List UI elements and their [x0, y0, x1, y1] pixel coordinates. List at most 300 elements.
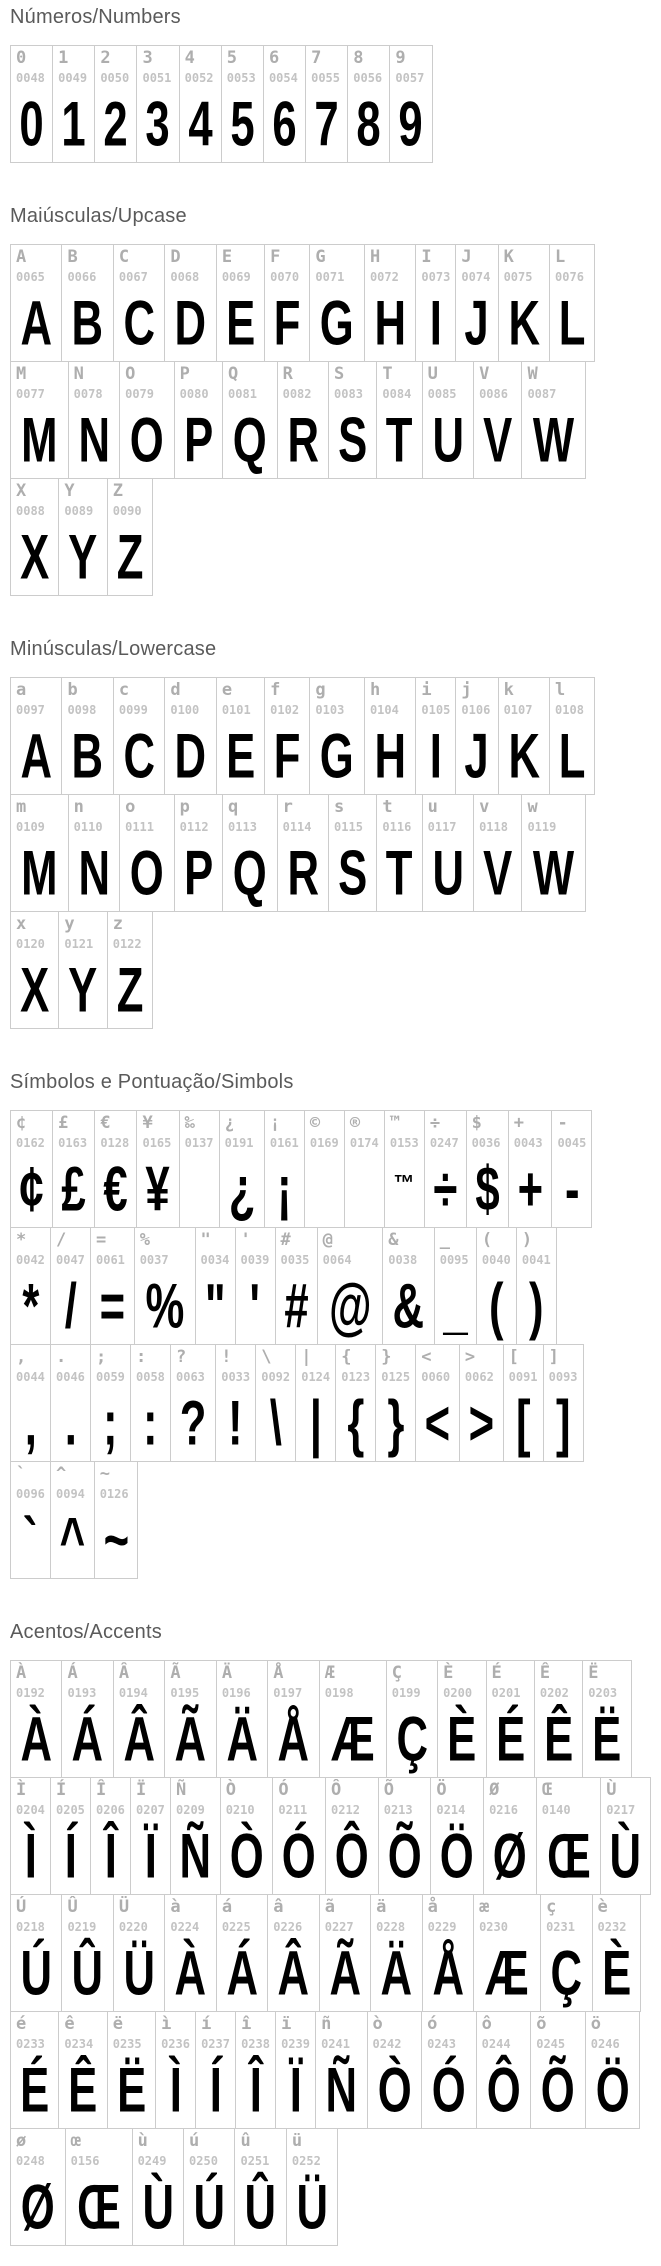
cell-character-label: î	[241, 2014, 252, 2034]
cell-glyph: G	[320, 720, 355, 792]
cell-glyph: Î	[249, 2054, 262, 2126]
cell-glyph: U	[432, 404, 464, 476]
cell-character-label: Ë	[588, 1663, 599, 1683]
glyph-cell	[378, 1777, 432, 1895]
cell-unicode-code: 0034	[200, 1252, 230, 1267]
glyph-cell	[164, 1660, 216, 1778]
glyph-cell	[508, 1110, 553, 1228]
glyph-cell	[119, 361, 175, 479]
cell-glyph: È	[447, 1703, 477, 1775]
cell-glyph: Ø	[492, 1820, 527, 1892]
cell-character-label: G	[315, 247, 326, 267]
glyph-cell	[107, 478, 153, 596]
cell-unicode-code: 0057	[395, 70, 425, 85]
cell-unicode-code: 0080	[179, 386, 209, 401]
cell-unicode-code: 0195	[170, 1685, 200, 1700]
cell-character-label: k	[503, 680, 514, 700]
cell-character-label: ™	[389, 1113, 401, 1133]
cell-character-label: 7	[311, 48, 322, 68]
glyph-cell	[264, 1110, 305, 1228]
glyph-cell	[486, 1660, 535, 1778]
cell-glyph: }	[387, 1387, 405, 1459]
cell-glyph: T	[386, 837, 413, 909]
cell-character-label: H	[369, 247, 381, 267]
cell-character-label: õ	[536, 2014, 547, 2034]
cell-character-label: '	[240, 1230, 251, 1250]
cell-glyph: Ç	[396, 1703, 428, 1775]
cell-character-label: w	[527, 797, 538, 817]
cell-glyph: U	[432, 837, 464, 909]
glyph-row	[10, 1660, 651, 1778]
cell-unicode-code: 0055	[311, 70, 340, 85]
cell-character-label: û	[240, 2131, 251, 2151]
cell-glyph: Ú	[193, 2171, 226, 2243]
glyph-cell	[592, 1894, 641, 2012]
cell-character-label: Æ	[324, 1663, 335, 1683]
glyph-row	[10, 45, 651, 163]
glyph-cell	[344, 1110, 385, 1228]
glyph-table	[10, 1660, 651, 2246]
cell-unicode-code: 0214	[436, 1802, 466, 1817]
glyph-cell	[94, 1110, 137, 1228]
glyph-cell	[455, 244, 498, 362]
glyph-cell	[58, 478, 107, 596]
glyph-cell	[375, 1344, 416, 1462]
cell-glyph: Q	[232, 837, 267, 909]
cell-unicode-code: 0244	[481, 2036, 511, 2051]
cell-unicode-code: 0109	[16, 819, 45, 834]
cell-unicode-code: 0090	[112, 503, 142, 518]
glyph-cell	[549, 244, 595, 362]
cell-character-label: Œ	[541, 1780, 552, 1800]
glyph-cell	[315, 2011, 367, 2129]
cell-glyph: Ï	[289, 2054, 302, 2126]
cell-unicode-code: 0094	[56, 1486, 85, 1501]
glyph-cell	[10, 1894, 62, 2012]
cell-unicode-code: 0116	[382, 819, 412, 834]
glyph-cell	[422, 361, 474, 479]
cell-unicode-code: 0110	[73, 819, 103, 834]
cell-unicode-code: 0140	[541, 1802, 571, 1817]
glyph-cell	[107, 2011, 156, 2129]
cell-character-label: ò	[372, 2014, 383, 2034]
glyph-cell	[364, 244, 416, 362]
cell-glyph: ™	[393, 1169, 415, 1195]
cell-glyph: ,	[24, 1387, 37, 1459]
cell-character-label: ‰	[184, 1113, 195, 1133]
glyph-cell	[179, 45, 222, 163]
cell-character-label: s	[334, 797, 345, 817]
cell-character-label: [	[508, 1347, 519, 1367]
cell-character-label: /	[56, 1230, 67, 1250]
cell-character-label: €	[100, 1113, 111, 1133]
cell-character-label: :	[136, 1347, 147, 1367]
specimen-section	[10, 6, 651, 163]
cell-glyph: Y	[68, 954, 98, 1026]
cell-glyph: Æ	[485, 1937, 529, 2009]
cell-glyph: S	[338, 837, 368, 909]
cell-character-label: ú	[189, 2131, 200, 2151]
cell-unicode-code: 0065	[16, 269, 45, 284]
glyph-cell	[347, 45, 390, 163]
cell-unicode-code: 0108	[555, 702, 584, 717]
glyph-cell	[235, 2011, 276, 2129]
cell-glyph: :	[143, 1387, 158, 1459]
cell-unicode-code: 0085	[427, 386, 457, 401]
cell-character-label: ]	[548, 1347, 559, 1367]
glyph-cell	[61, 1660, 113, 1778]
cell-glyph: W	[533, 837, 575, 909]
cell-unicode-code: 0117	[427, 819, 457, 834]
cell-glyph: Ô	[486, 2054, 521, 2126]
cell-character-label: É	[491, 1663, 502, 1683]
cell-glyph: *	[21, 1270, 39, 1342]
cell-character-label: Ó	[278, 1780, 289, 1800]
cell-glyph: ?	[179, 1387, 207, 1459]
glyph-cell	[94, 45, 137, 163]
glyph-cell	[376, 794, 422, 912]
glyph-cell	[386, 1660, 438, 1778]
glyph-cell	[328, 361, 377, 479]
cell-unicode-code: 0251	[240, 2153, 270, 2168]
cell-glyph: 0	[19, 88, 44, 160]
cell-glyph: R	[287, 404, 319, 476]
cell-character-label: 0	[16, 48, 27, 68]
cell-character-label: Ä	[221, 1663, 233, 1683]
glyph-cell	[61, 677, 113, 795]
glyph-cell	[421, 2011, 477, 2129]
cell-unicode-code: 0124	[301, 1369, 331, 1384]
cell-unicode-code: 0234	[64, 2036, 94, 2051]
cell-glyph: Ù	[142, 2171, 174, 2243]
glyph-cell	[216, 677, 265, 795]
cell-glyph: Ó	[282, 1820, 317, 1892]
glyph-row	[10, 1344, 651, 1462]
cell-glyph: #	[283, 1270, 309, 1342]
cell-unicode-code: 0241	[321, 2036, 350, 2051]
cell-character-label: E	[221, 247, 233, 267]
glyph-cell	[10, 794, 69, 912]
cell-character-label: ¡	[269, 1113, 281, 1133]
cell-character-label: ù	[137, 2131, 148, 2151]
cell-character-label: "	[200, 1230, 211, 1250]
specimen-section	[10, 205, 651, 596]
cell-character-label: ;	[96, 1347, 107, 1367]
cell-glyph: K	[508, 720, 540, 792]
glyph-cell	[264, 244, 310, 362]
cell-character-label: æ	[479, 1897, 490, 1917]
cell-unicode-code: 0076	[555, 269, 584, 284]
cell-character-label: œ	[70, 2131, 81, 2151]
cell-character-label: T	[382, 364, 393, 384]
cell-character-label: Y	[64, 481, 75, 501]
cell-unicode-code: 0226	[273, 1919, 303, 1934]
cell-character-label: S	[334, 364, 345, 384]
cell-unicode-code: 0228	[376, 1919, 406, 1934]
cell-character-label: y	[64, 914, 75, 934]
glyph-cell	[119, 794, 175, 912]
cell-character-label: Õ	[383, 1780, 394, 1800]
cell-glyph: Î	[104, 1820, 117, 1892]
cell-glyph: Á	[71, 1703, 104, 1775]
cell-character-label: ¢	[16, 1113, 27, 1133]
cell-unicode-code: 0243	[427, 2036, 456, 2051]
cell-unicode-code: 0105	[421, 702, 451, 717]
cell-unicode-code: 0232	[597, 1919, 627, 1934]
cell-unicode-code: 0217	[606, 1802, 636, 1817]
cell-character-label: ã	[324, 1897, 335, 1917]
glyph-cell	[267, 1894, 319, 2012]
glyph-cell	[466, 1110, 509, 1228]
cell-character-label: 1	[58, 48, 69, 68]
cell-glyph: F	[273, 720, 301, 792]
cell-unicode-code: 0073	[421, 269, 451, 284]
cell-glyph: É	[495, 1703, 525, 1775]
glyph-cell	[94, 1461, 139, 1579]
glyph-cell	[10, 1461, 51, 1579]
cell-unicode-code: 0059	[96, 1369, 125, 1384]
cell-glyph: X	[20, 521, 50, 593]
cell-unicode-code: 0216	[489, 1802, 518, 1817]
cell-unicode-code: 0207	[136, 1802, 165, 1817]
cell-unicode-code: 0211	[278, 1802, 308, 1817]
cell-glyph: 8	[356, 88, 381, 160]
cell-unicode-code: 0070	[270, 269, 300, 284]
cell-unicode-code: 0097	[16, 702, 45, 717]
glyph-cell	[216, 1660, 268, 1778]
glyph-cell	[430, 1777, 484, 1895]
cell-character-label: d	[170, 680, 181, 700]
cell-unicode-code: 0079	[125, 386, 155, 401]
glyph-cell	[536, 1777, 602, 1895]
cell-character-label: =	[96, 1230, 107, 1250]
glyph-cell	[195, 2011, 236, 2129]
cell-glyph: Ë	[592, 1703, 622, 1775]
cell-character-label: Ü	[118, 1897, 130, 1917]
glyph-row	[10, 1110, 651, 1228]
cell-character-label: ~	[99, 1464, 110, 1484]
glyph-cell	[10, 1660, 62, 1778]
cell-unicode-code: 0196	[221, 1685, 251, 1700]
glyph-row	[10, 1227, 651, 1345]
cell-unicode-code: 0091	[508, 1369, 538, 1384]
cell-unicode-code: 0061	[96, 1252, 125, 1267]
cell-unicode-code: 0233	[16, 2036, 45, 2051]
cell-unicode-code: 0062	[464, 1369, 494, 1384]
glyph-cell	[503, 1344, 544, 1462]
cell-character-label: R	[282, 364, 293, 384]
glyph-row	[10, 1894, 651, 2012]
cell-glyph: H	[374, 287, 406, 359]
glyph-cell	[10, 1227, 51, 1345]
cell-glyph: 4	[188, 88, 213, 160]
glyph-cell	[234, 2128, 286, 2246]
cell-unicode-code: 0156	[70, 2153, 100, 2168]
glyph-cell	[10, 2011, 59, 2129]
cell-unicode-code: 0060	[421, 1369, 451, 1384]
cell-character-label: +	[513, 1113, 524, 1133]
glyph-cell	[215, 1344, 256, 1462]
glyph-cell	[275, 2011, 316, 2129]
cell-glyph	[350, 1150, 379, 1215]
cell-character-label: 4	[184, 48, 195, 68]
glyph-cell	[376, 361, 422, 479]
cell-unicode-code: 0161	[269, 1135, 299, 1150]
cell-unicode-code: 0072	[369, 269, 399, 284]
cell-unicode-code: 0192	[16, 1685, 45, 1700]
cell-glyph: T	[386, 404, 413, 476]
cell-glyph: 3	[145, 88, 171, 160]
glyph-cell	[335, 1344, 376, 1462]
cell-character-label: £	[58, 1113, 69, 1133]
cell-glyph: Ä	[226, 1703, 258, 1775]
cell-glyph: F	[273, 287, 301, 359]
cell-character-label: È	[443, 1663, 454, 1683]
cell-character-label: å	[427, 1897, 438, 1917]
cell-character-label: i	[421, 680, 432, 700]
cell-glyph: B	[71, 720, 104, 792]
glyph-cell	[305, 45, 348, 163]
cell-character-label: @	[322, 1230, 333, 1250]
cell-glyph: I	[429, 720, 442, 792]
cell-glyph: `	[23, 1504, 38, 1576]
cell-unicode-code: 0071	[315, 269, 345, 284]
glyph-cell	[364, 677, 416, 795]
glyph-cell	[52, 1110, 95, 1228]
cell-glyph: |	[309, 1387, 322, 1459]
glyph-cell	[52, 45, 95, 163]
cell-glyph: 1	[61, 88, 86, 160]
cell-glyph: Ò	[377, 2054, 412, 2126]
glyph-cell	[382, 1227, 434, 1345]
cell-unicode-code: 0225	[221, 1919, 251, 1934]
glyph-row	[10, 361, 651, 479]
glyph-table	[10, 45, 651, 163]
cell-glyph: Ë	[116, 2054, 146, 2126]
glyph-cell	[216, 1894, 268, 2012]
cell-glyph: P	[183, 404, 213, 476]
glyph-cell	[476, 1227, 517, 1345]
cell-glyph: X	[20, 954, 50, 1026]
glyph-row	[10, 478, 651, 596]
cell-character-label: ö	[590, 2014, 602, 2034]
glyph-cell	[275, 1227, 318, 1345]
cell-character-label: (	[481, 1230, 493, 1250]
cell-character-label: n	[73, 797, 84, 817]
cell-unicode-code: 0082	[282, 386, 312, 401]
cell-glyph: À	[20, 1703, 53, 1775]
cell-unicode-code: 0077	[16, 386, 45, 401]
cell-character-label: &	[388, 1230, 399, 1250]
cell-glyph: J	[464, 287, 490, 359]
cell-unicode-code: 0033	[221, 1369, 251, 1384]
glyph-cell	[58, 911, 107, 1029]
cell-glyph: V	[483, 404, 513, 476]
cell-glyph: (	[489, 1270, 504, 1342]
cell-character-label: á	[221, 1897, 233, 1917]
cell-unicode-code: 0212	[331, 1802, 360, 1817]
cell-character-label: b	[67, 680, 78, 700]
cell-glyph: =	[99, 1270, 126, 1342]
glyph-cell	[319, 1660, 387, 1778]
cell-glyph: Ü	[123, 1937, 155, 2009]
glyph-cell	[434, 1227, 477, 1345]
cell-glyph: 6	[272, 88, 297, 160]
cell-character-label: \	[261, 1347, 272, 1367]
glyph-cell	[272, 1777, 326, 1895]
glyph-table	[10, 244, 651, 596]
cell-glyph: I	[429, 287, 442, 359]
cell-unicode-code: 0048	[16, 70, 45, 85]
cell-glyph: Ò	[229, 1820, 264, 1892]
glyph-cell	[216, 244, 265, 362]
cell-glyph: C	[123, 287, 155, 359]
cell-unicode-code: 0046	[56, 1369, 85, 1384]
cell-character-label: m	[16, 797, 27, 817]
cell-unicode-code: 0246	[590, 2036, 620, 2051]
cell-character-label: ,	[16, 1347, 27, 1367]
cell-unicode-code: 0107	[503, 702, 533, 717]
glyph-cell	[549, 677, 595, 795]
cell-character-label: À	[16, 1663, 27, 1683]
cell-character-label: {	[341, 1347, 352, 1367]
cell-glyph: $	[475, 1153, 500, 1225]
cell-glyph: ¡	[277, 1153, 292, 1225]
cell-glyph: >	[468, 1387, 495, 1459]
glyph-cell	[50, 1344, 91, 1462]
cell-unicode-code: 0118	[479, 819, 508, 834]
cell-character-label: Í	[56, 1780, 67, 1800]
cell-unicode-code: 0053	[226, 70, 256, 85]
cell-character-label: Ï	[136, 1780, 147, 1800]
cell-unicode-code: 0052	[184, 70, 214, 85]
cell-unicode-code: 0123	[341, 1369, 371, 1384]
glyph-cell	[600, 1777, 651, 1895]
glyph-cell	[164, 244, 216, 362]
cell-unicode-code: 0245	[536, 2036, 566, 2051]
cell-unicode-code: 0137	[184, 1135, 214, 1150]
cell-character-label: Á	[67, 1663, 78, 1683]
cell-character-label: *	[16, 1230, 27, 1250]
cell-unicode-code: 0099	[118, 702, 148, 717]
cell-unicode-code: 0230	[479, 1919, 508, 1934]
glyph-cell	[134, 1227, 196, 1345]
specimen-section	[10, 1621, 651, 2246]
cell-glyph: É	[20, 2054, 50, 2126]
cell-glyph: Ã	[174, 1703, 207, 1775]
cell-unicode-code: 0067	[118, 269, 148, 284]
cell-unicode-code: 0237	[201, 2036, 230, 2051]
cell-glyph: Ã	[329, 1937, 361, 2009]
cell-glyph: E	[225, 287, 256, 359]
cell-character-label: K	[503, 247, 514, 267]
cell-character-label: x	[16, 914, 27, 934]
cell-character-label: J	[461, 247, 472, 267]
cell-glyph: R	[287, 837, 319, 909]
cell-character-label: !	[221, 1347, 232, 1367]
cell-unicode-code: 0042	[16, 1252, 45, 1267]
cell-glyph: Æ	[330, 1703, 375, 1775]
cell-glyph: K	[508, 287, 540, 359]
cell-character-label: v	[479, 797, 490, 817]
cell-character-label: 5	[226, 48, 238, 68]
cell-unicode-code: 0122	[112, 936, 142, 951]
glyph-cell	[543, 1344, 584, 1462]
cell-glyph: Q	[232, 404, 267, 476]
glyph-row	[10, 677, 651, 795]
cell-unicode-code: 0247	[429, 1135, 459, 1150]
cell-character-label: M	[16, 364, 27, 384]
